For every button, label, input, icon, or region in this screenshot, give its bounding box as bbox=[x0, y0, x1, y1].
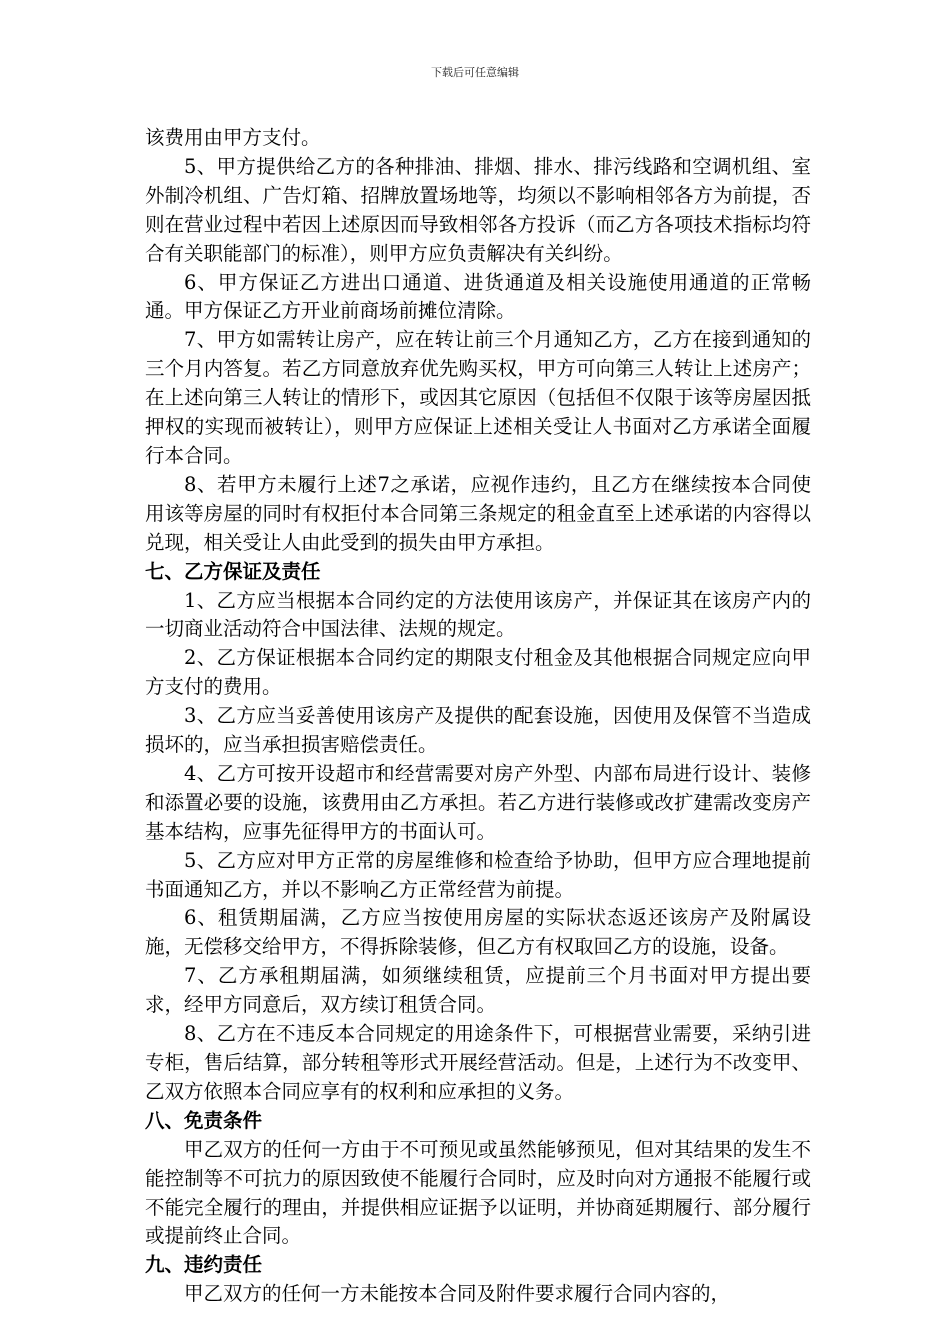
paragraph: 甲乙双方的任何一方由于不可预见或虽然能够预见，但对其结果的发生不能控制等不可抗力的原因致使不能履行合同时，应及时向对方通报不能履行或不能完全履行的理由，并提供相应证据予以证明，并协商延期履行、部分履行或提前终止合同。 bbox=[145, 1137, 811, 1248]
paragraph: 4、乙方可按开设超市和经营需要对房产外型、内部布局进行设计、装修和添置必要的设施，该费用由乙方承担。若乙方进行装修或改扩建需改变房产基本结构，应事先征得甲方的书面认可。 bbox=[145, 761, 811, 843]
section-heading: 九、违约责任 bbox=[145, 1253, 263, 1277]
paragraph: 7、甲方如需转让房产，应在转让前三个月通知乙方，乙方在接到通知的三个月内答复。若乙方同意放弃优先购买权，甲方可向第三人转让上述房产；在上述向第三人转让的情形下，或因其它原因（包括但不仅限于该等房屋因抵押权的实现而被转让），则甲方应保证上述相关受让人书面对乙方承诺全面履行本合同。 bbox=[145, 328, 811, 467]
paragraph: 1、乙方应当根据本合同约定的方法使用该房产，并保证其在该房产内的一切商业活动符合中国法律、法规的规定。 bbox=[145, 588, 811, 641]
page-header-note: 下载后可任意编辑 bbox=[431, 66, 519, 79]
paragraph: 6、甲方保证乙方进出口通道、进货通道及相关设施使用通道的正常畅通。甲方保证乙方开业前商场前摊位清除。 bbox=[145, 270, 811, 323]
paragraph: 5、甲方提供给乙方的各种排油、排烟、排水、排污线路和空调机组、室外制冷机组、广告灯箱、招牌放置场地等，均须以不影响相邻各方为前提，否则在营业过程中若因上述原因而导致相邻各方投诉（而乙方各项技术指标均符合有关职能部门的标准），则甲方应负责解决有关纠纷。 bbox=[145, 154, 811, 265]
paragraph: 7、乙方承租期届满，如须继续租赁，应提前三个月书面对甲方提出要求，经甲方同意后，双方续订租赁合同。 bbox=[145, 964, 811, 1017]
paragraph: 8、乙方在不违反本合同规定的用途条件下，可根据营业需要，采纳引进专柜，售后结算，部分转租等形式开展经营活动。但是，上述行为不改变甲、乙双方依照本合同应享有的权利和应承担的义务。 bbox=[145, 1022, 811, 1103]
paragraph: 6、租赁期届满，乙方应当按使用房屋的实际状态返还该房产及附属设施，无偿移交给甲方，不得拆除装修，但乙方有权取回乙方的设施，设备。 bbox=[145, 906, 811, 959]
paragraph: 5、乙方应对甲方正常的房屋维修和检查给予协助，但甲方应合理地提前书面通知乙方，并以不影响乙方正常经营为前提。 bbox=[145, 848, 811, 901]
paragraph: 该费用由甲方支付。 bbox=[145, 126, 321, 149]
paragraph: 3、乙方应当妥善使用该房产及提供的配套设施，因使用及保管不当造成损坏的，应当承担损害赔偿责任。 bbox=[145, 704, 811, 757]
document-body bbox=[145, 124, 811, 1309]
section-heading: 八、免责条件 bbox=[145, 1108, 263, 1132]
paragraph: 甲乙双方的任何一方未能按本合同及附件要求履行合同内容的， bbox=[184, 1282, 731, 1306]
paragraph: 2、乙方保证根据本合同约定的期限支付租金及其他根据合同规定应向甲方支付的费用。 bbox=[145, 646, 811, 699]
section-heading: 七、乙方保证及责任 bbox=[145, 559, 321, 583]
paragraph: 8、若甲方未履行上述7之承诺，应视作违约，且乙方在继续按本合同使用该等房屋的同时有权拒付本合同第三条规定的租金直至上述承诺的内容得以兑现，相关受让人由此受到的损失由甲方承担。 bbox=[145, 472, 811, 554]
